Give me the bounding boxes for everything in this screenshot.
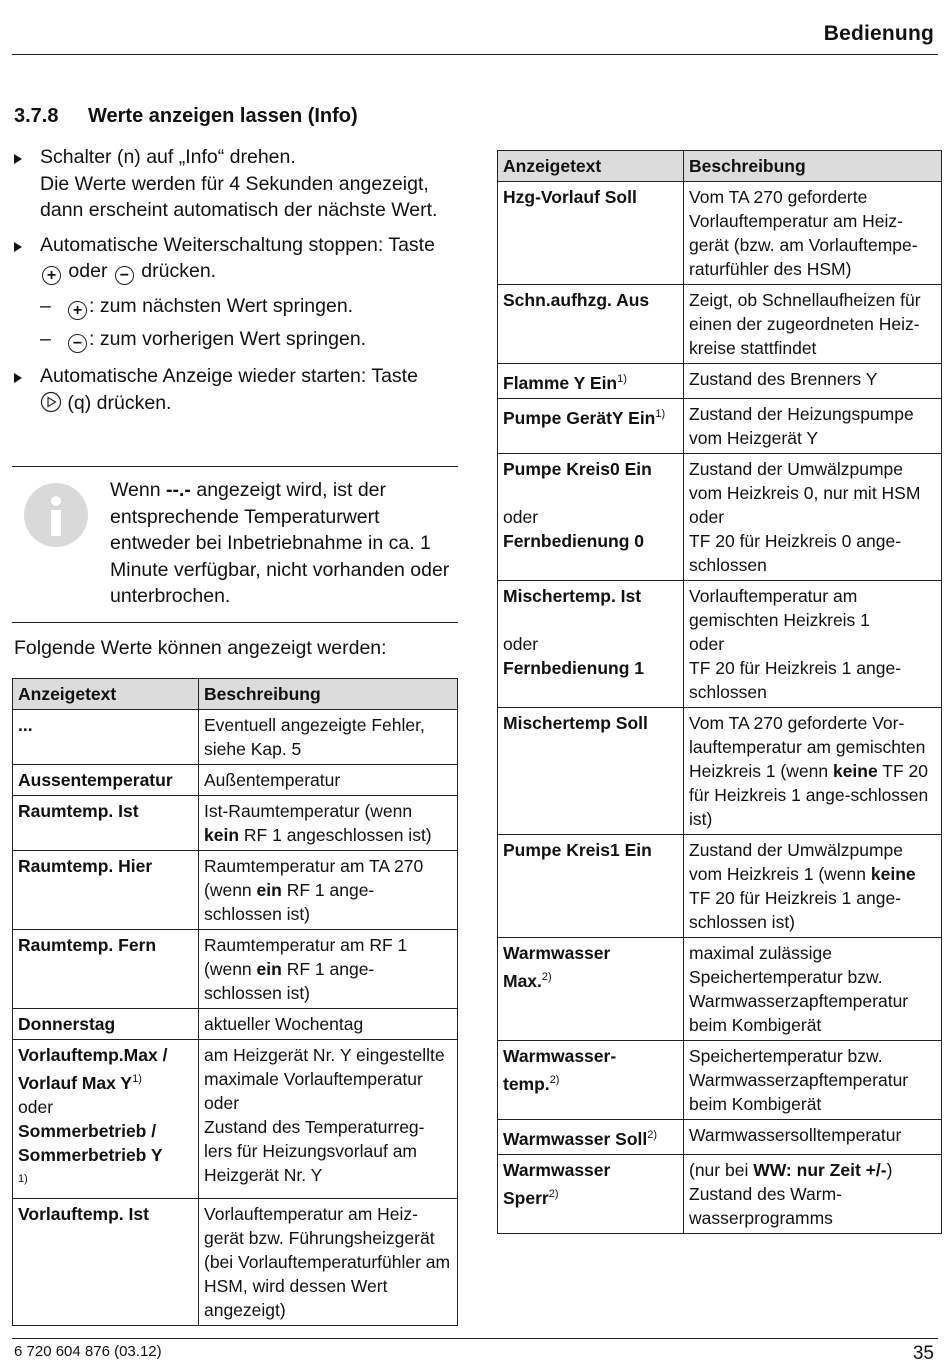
sub-step <box>14 293 459 320</box>
minus-key-icon: − <box>68 334 87 353</box>
display-text-cell: Raumtemp. Fern <box>13 930 199 1009</box>
description-cell: am Heizgerät Nr. Y eingestellte maximale Vorlauftemperatur oder Zustand des Temperaturreg-lers für Heizungsvorlauf am Heizgerät Nr. Y <box>199 1040 458 1199</box>
instructions <box>14 144 459 424</box>
step-text: oder <box>68 260 108 282</box>
note-text-part: Wenn <box>110 479 161 501</box>
table-row <box>13 710 458 765</box>
values-intro: Folgende Werte können angezeigt werden: <box>14 637 387 659</box>
info-values-table-left <box>12 678 458 1326</box>
table-row <box>13 1009 458 1040</box>
sub-step-text: : zum vorherigen Wert springen. <box>89 328 367 350</box>
table-row <box>498 1154 942 1233</box>
description-cell: Zeigt, ob Schnellaufheizen für einen der zugeordneten Heiz-kreise stattfindet <box>684 285 942 364</box>
step-text: drücken. <box>141 260 217 282</box>
note-text-part: angezeigt wird, ist der entsprechende Temperaturwert entweder bei Inbetriebnahme in ca. 1 Minute verfügbar, nicht vorhanden oder unterbrochen. <box>110 479 450 607</box>
section-heading <box>14 105 358 128</box>
arrow-bullet-icon <box>14 154 22 164</box>
description-cell: Speichertemperatur bzw. Warmwasserzapftemperatur beim Kombigerät <box>684 1040 942 1119</box>
display-text-cell: Warmwasser Soll$^{2)}$ <box>498 1119 684 1154</box>
display-text-cell: Aussentemperatur <box>13 765 199 796</box>
column-header: Anzeigetext <box>13 679 199 710</box>
description-cell: Raumtemperatur am TA 270 (wenn ein RF 1 ange-schlossen ist) <box>199 851 458 930</box>
description-cell: Zustand der Umwälzpumpe vom Heizkreis 1 (wenn keine TF 20 für Heizkreis 1 ange-schlossen ist) <box>684 834 942 937</box>
document-number: 6 720 604 876 (03.12) <box>14 1343 162 1360</box>
display-text-cell: Pumpe Kreis0 Ein oder Fernbedienung 0 <box>498 453 684 580</box>
description-cell: Zustand des Brenners Y <box>684 364 942 399</box>
step-text: Automatische Anzeige wieder starten: Taste <box>40 365 418 387</box>
table-row <box>13 851 458 930</box>
description-cell: Eventuell angezeigte Fehler, siehe Kap. 5 <box>199 710 458 765</box>
display-text-cell: ... <box>13 710 199 765</box>
table-row <box>13 796 458 851</box>
table-row <box>13 930 458 1009</box>
table-row <box>498 364 942 399</box>
instruction-step <box>14 232 459 286</box>
running-header: Bedienung <box>823 22 934 45</box>
table-row <box>498 453 942 580</box>
header-rule <box>12 54 938 55</box>
display-text-cell: Raumtemp. Hier <box>13 851 199 930</box>
table-row <box>498 707 942 834</box>
table-row <box>498 834 942 937</box>
footer-rule <box>12 1338 938 1339</box>
note-text <box>110 477 450 610</box>
description-cell: Raumtemperatur am RF 1 (wenn ein RF 1 ange-schlossen ist) <box>199 930 458 1009</box>
table-row <box>13 1198 458 1325</box>
display-text-cell: Warmwasser Sperr$^{2)}$ <box>498 1154 684 1233</box>
table-row <box>498 182 942 285</box>
arrow-bullet-icon <box>14 242 22 252</box>
description-cell: Vom TA 270 geforderte Vor-lauftemperatur am gemischten Heizkreis 1 (wenn keine TF 20 für Heizkreis 1 ange-schlossen ist) <box>684 707 942 834</box>
display-text-cell: Flamme Y Ein$^{1)}$ <box>498 364 684 399</box>
table-row <box>13 765 458 796</box>
plus-key-icon: + <box>68 301 87 320</box>
display-text-cell: Donnerstag <box>13 1009 199 1040</box>
page-number: 35 <box>912 1343 934 1364</box>
description-cell: maximal zulässige Speichertemperatur bzw. Warmwasserzapftemperatur beim Kombigerät <box>684 937 942 1040</box>
instruction-step <box>14 363 459 416</box>
table-row <box>13 1040 458 1199</box>
display-text-cell: Mischertemp. Ist oder Fernbedienung 1 <box>498 580 684 707</box>
info-values-table-right <box>497 150 942 1234</box>
table-row <box>498 285 942 364</box>
display-text-cell: Warmwasser- temp.$^{2)}$ <box>498 1040 684 1119</box>
step-text: Die Werte werden für 4 Sekunden angezeigt, dann erscheint automatisch der nächste Wert. <box>40 172 438 221</box>
description-cell: Außentemperatur <box>199 765 458 796</box>
section-number: 3.7.8 <box>14 105 59 127</box>
plus-key-icon: + <box>42 266 61 285</box>
sub-step <box>14 326 459 353</box>
description-cell: (nur bei WW: nur Zeit +/-) Zustand des Warm-wasserprogramms <box>684 1154 942 1233</box>
table-header-row <box>13 679 458 710</box>
minus-key-icon: − <box>115 266 134 285</box>
info-note <box>12 466 458 623</box>
table-header-row <box>498 151 942 182</box>
display-text-cell: Hzg-Vorlauf Soll <box>498 182 684 285</box>
description-cell: Vom TA 270 geforderte Vorlauftemperatur am Heiz-gerät (bzw. am Vorlauftempe-raturfühler des HSM) <box>684 182 942 285</box>
description-cell: Vorlauftemperatur am gemischten Heizkreis 1 oder TF 20 für Heizkreis 1 ange-schlossen <box>684 580 942 707</box>
table-row <box>498 580 942 707</box>
sub-step-text: : zum nächsten Wert springen. <box>89 295 354 317</box>
table-row <box>498 937 942 1040</box>
description-cell: Ist-Raumtemperatur (wenn kein RF 1 angeschlossen ist) <box>199 796 458 851</box>
display-text-cell: Vorlauftemp.Max / Vorlauf Max $Y^{1)}$ oder Sommerbetrieb / Sommerbetrieb Y $^{1)}$ <box>13 1040 199 1199</box>
display-text-cell: Vorlauftemp. Ist <box>13 1198 199 1325</box>
placeholder-symbol: --.- <box>166 479 191 501</box>
description-cell: Zustand der Umwälzpumpe vom Heizkreis 0, nur mit HSM oder TF 20 für Heizkreis 0 ange-schlossen <box>684 453 942 580</box>
arrow-bullet-icon <box>14 373 22 383</box>
table-row <box>498 398 942 453</box>
column-header: Anzeigetext <box>498 151 684 182</box>
display-text-cell: Pumpe Kreis1 Ein <box>498 834 684 937</box>
step-text: Schalter (n) auf „Info“ drehen. <box>40 146 296 168</box>
step-text: (q) drücken. <box>67 391 172 414</box>
description-cell: Zustand der Heizungspumpe vom Heizgerät Y <box>684 398 942 453</box>
display-text-cell: Mischertemp Soll <box>498 707 684 834</box>
table-row <box>498 1119 942 1154</box>
step-text: Automatische Weiterschaltung stoppen: Taste <box>40 233 435 256</box>
dash-bullet: – <box>40 328 51 350</box>
description-cell: Vorlauftemperatur am Heiz-gerät bzw. Führungsheizgerät (bei Vorlauftemperaturfühler am HSM, wird dessen Wert angezeigt) <box>199 1198 458 1325</box>
dash-bullet: – <box>40 295 51 317</box>
info-icon <box>24 483 88 547</box>
column-header: Beschreibung <box>199 679 458 710</box>
instruction-step <box>14 144 459 224</box>
table-row <box>498 1040 942 1119</box>
display-text-cell: Warmwasser Max.$^{2)}$ <box>498 937 684 1040</box>
section-title: Werte anzeigen lassen (Info) <box>88 105 358 127</box>
description-cell: aktueller Wochentag <box>199 1009 458 1040</box>
play-key-icon <box>40 392 62 414</box>
column-header: Beschreibung <box>684 151 942 182</box>
display-text-cell: Schn.aufhzg. Aus <box>498 285 684 364</box>
display-text-cell: Raumtemp. Ist <box>13 796 199 851</box>
display-text-cell: Pumpe GerätY Ein$^{1)}$ <box>498 398 684 453</box>
description-cell: Warmwassersolltemperatur <box>684 1119 942 1154</box>
